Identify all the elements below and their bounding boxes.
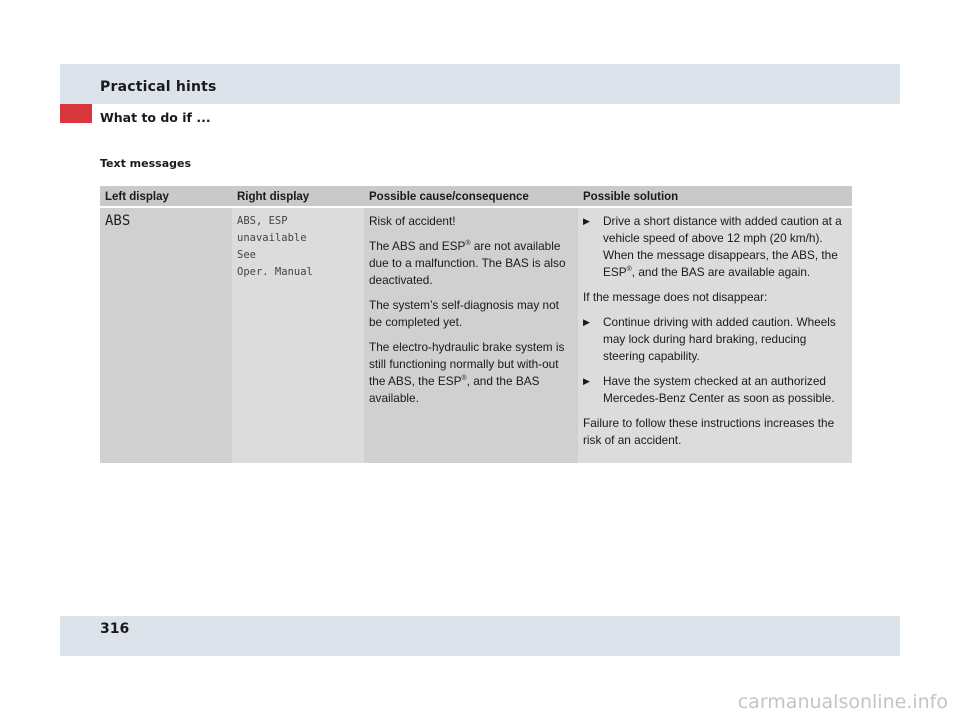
cause-brake-system-text: The electro-hydraulic brake system is still functioning normally but with-out the ABS, the ESP®, and the BAS available.: [369, 340, 565, 405]
right-triangle-icon: ▶: [583, 376, 590, 386]
solution-step-text: Have the system checked at an authorized Mercedes-Benz Center as soon as possible.: [603, 374, 835, 405]
watermark: carmanualsonline.info: [737, 691, 948, 713]
column-header-left-display: Left display: [100, 186, 232, 208]
right-triangle-icon: ▶: [583, 216, 590, 226]
footer-band: [60, 616, 900, 656]
right-display-line: Oper. Manual: [237, 266, 313, 278]
section-title: Practical hints: [100, 79, 217, 95]
table-caption: Text messages: [100, 157, 192, 170]
solution-step: [583, 314, 848, 365]
solution-step-text: Continue driving with added caution. Wheels may lock during hard braking, reducing steering capability.: [603, 315, 836, 363]
column-header-cause: Possible cause/consequence: [364, 186, 578, 208]
cause-cell: [364, 208, 578, 463]
registered-mark: ®: [626, 266, 632, 274]
registered-mark: ®: [465, 240, 471, 248]
column-header-right-display: Right display: [232, 186, 364, 208]
right-display-line: See: [237, 249, 256, 261]
registered-mark: ®: [461, 375, 467, 383]
right-triangle-icon: ▶: [583, 317, 590, 327]
cause-diagnosis-text: The system’s self-diagnosis may not be completed yet.: [369, 298, 559, 329]
column-header-solution: Possible solution: [578, 186, 852, 208]
solution-step: [583, 373, 848, 407]
right-display-cell: [232, 208, 364, 463]
solution-cell: [578, 208, 852, 463]
right-display-line: unavailable: [237, 232, 307, 244]
text-messages-table: [100, 186, 852, 463]
cause-malfunction-text: The ABS and ESP® are not available due to a malfunction. The BAS is also deactivated.: [369, 239, 566, 287]
subsection-title: What to do if ...: [100, 110, 211, 125]
solution-note-text: If the message does not disappear:: [583, 290, 768, 304]
left-display-text: ABS: [105, 213, 131, 229]
solution-step: [583, 213, 848, 281]
solution-step-text: Drive a short distance with added caution at a vehicle speed of above 12 mph (20 km/h). When the message disappears, the ABS, the ESP®, and the BAS are available again.: [603, 214, 842, 279]
cause-risk-text: Risk of accident!: [369, 214, 456, 228]
right-display-line: ABS, ESP: [237, 215, 288, 227]
page-number: 316: [100, 621, 130, 637]
left-display-cell: [100, 208, 232, 463]
section-marker: [60, 104, 92, 123]
solution-warning-text: Failure to follow these instructions increases the risk of an accident.: [583, 416, 835, 447]
